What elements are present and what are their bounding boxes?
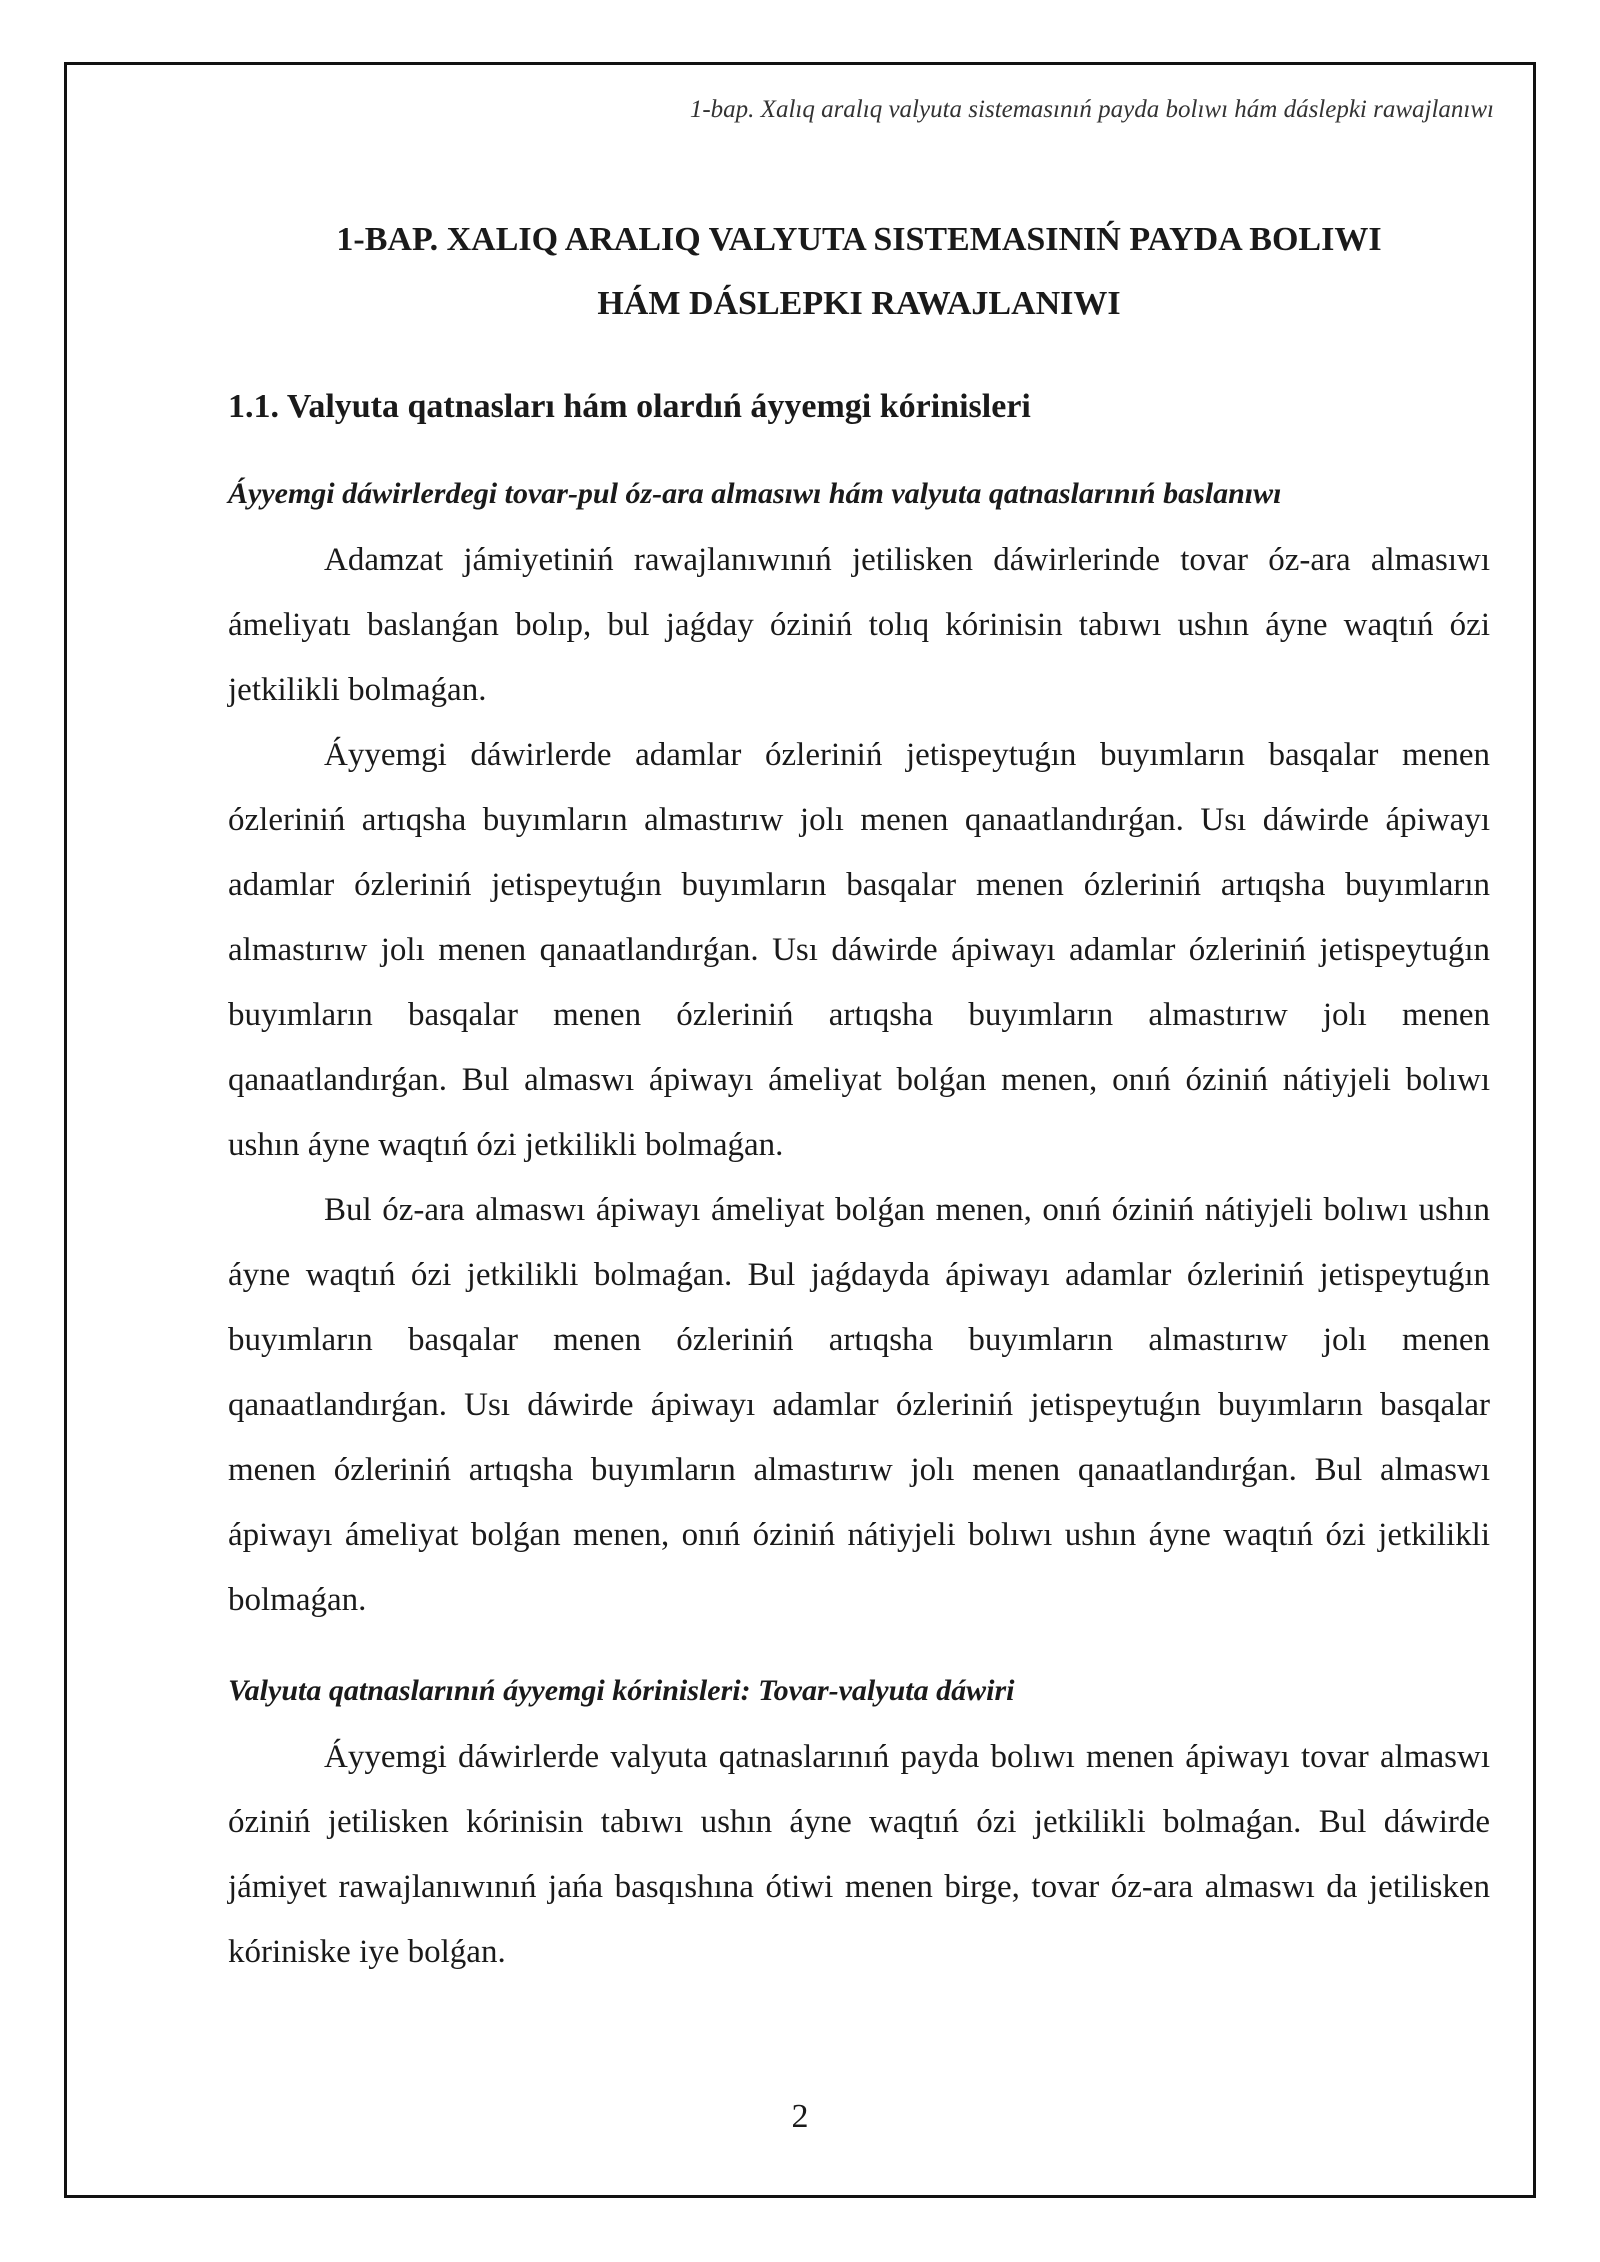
subheading-1: Áyyemgi dáwirlerdegi tovar-pul óz-ara almasıwı hám valyuta qatnaslarınıń baslanıwı bbox=[228, 477, 1282, 510]
running-header: 1-bap. Xalıq aralıq valyuta sistemasınıń payda bolıwı hám dáslepki rawajlanıwı bbox=[689, 96, 1494, 123]
paragraph: Bul óz-ara almaswı ápiwayı ámeliyat bolǵan menen, onıń óziniń nátiyjeli bolıwı ushın áyne waqtıń ózi jetkilikli bolmaǵan. Bul jaǵdayda ápiwayı adamlar ózleriniń jetispeytuǵın buyımların basqalar menen ózleriniń artıqsha buyımların almastırıw jolı menen qanaatlandırǵan. Usı dáwirde ápiwayı adamlar ózleriniń jetispeytuǵın buyımların basqalar menen ózleriniń artıqsha buyımların almastırıw jolı menen qanaatlandırǵan. Bul almaswı ápiwayı ámeliyat bolǵan menen, onıń óziniń nátiyjeli bolıwı ushın áyne waqtıń ózi jetkilikli bolmaǵan. bbox=[228, 1192, 1490, 1618]
chapter-title bbox=[228, 208, 1490, 336]
chapter-title-line-1: 1-BAP. XALIQ ARALIQ VALYUTA SISTEMASINIŃ PAYDA BOLIWI bbox=[336, 221, 1382, 258]
page-number: 2 bbox=[791, 2098, 809, 2135]
section-title: 1.1. Valyuta qatnasları hám olardıń áyyemgi kórinisleri bbox=[228, 388, 1031, 425]
page-content bbox=[228, 208, 1490, 1985]
subheading-2: Valyuta qatnaslarınıń áyyemgi kórinisleri: Tovar-valyuta dáwiri bbox=[228, 1674, 1015, 1707]
chapter-title-line-2: HÁM DÁSLEPKI RAWAJLANIWI bbox=[597, 285, 1121, 322]
paragraph: Adamzat jámiyetiniń rawajlanıwınıń jetilisken dáwirlerinde tovar óz-ara almasıwı ámeliyatı baslanǵan bolıp, bul jaǵday óziniń tolıq kórinisin tabıwı ushın áyne waqtıń ózi jetkilikli bolmaǵan. bbox=[228, 542, 1490, 708]
paragraph: Áyyemgi dáwirlerde adamlar ózleriniń jetispeytuǵın buyımların basqalar menen ózleriniń artıqsha buyımların almastırıw jolı menen qanaatlandırǵan. Usı dáwirde ápiwayı adamlar ózleriniń jetispeytuǵın buyımların basqalar menen ózleriniń artıqsha buyımların almastırıw jolı menen qanaatlandırǵan. Usı dáwirde ápiwayı adamlar ózleriniń jetispeytuǵın buyımların basqalar menen ózleriniń artıqsha buyımların almastırıw jolı menen qanaatlandırǵan. Bul almaswı ápiwayı ámeliyat bolǵan menen, onıń óziniń nátiyjeli bolıwı ushın áyne waqtıń ózi jetkilikli bolmaǵan. bbox=[228, 737, 1490, 1163]
paragraph: Áyyemgi dáwirlerde valyuta qatnaslarınıń payda bolıwı menen ápiwayı tovar almaswı óziniń jetilisken kórinisin tabıwı ushın áyne waqtıń ózi jetkilikli bolmaǵan. Bul dáwirde jámiyet rawajlanıwınıń jańa basqıshına ótiwi menen birge, tovar óz-ara almaswı da jetilisken kóriniske iye bolǵan. bbox=[228, 1739, 1490, 1970]
